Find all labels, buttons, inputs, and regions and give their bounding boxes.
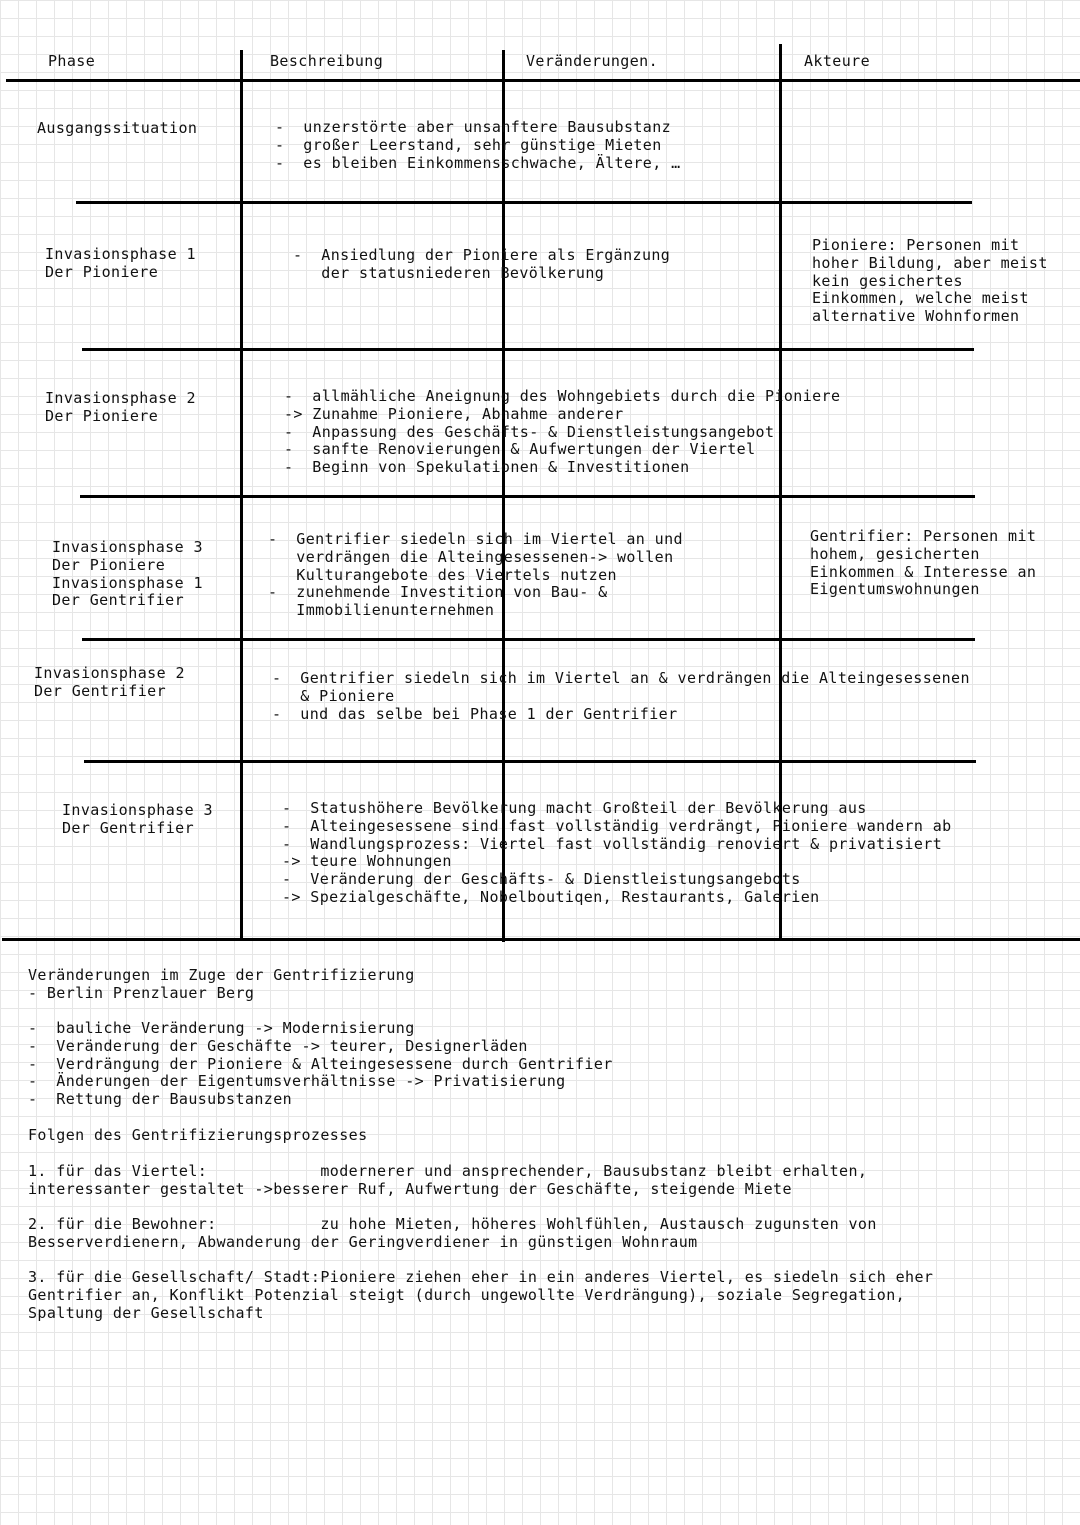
row-actors: Gentrifier: Personen mit hohem, gesicherten Einkommen & Interesse an Eigentumswohnungen xyxy=(810,527,1037,599)
column-divider-line xyxy=(240,50,243,940)
table-bottom-line xyxy=(2,938,1080,941)
section-title-consequences: Folgen des Gentrifizierungsprozesses xyxy=(28,1126,368,1144)
row-phase: Invasionsphase 3 Der Gentrifier xyxy=(62,801,213,837)
row-phase: Invasionsphase 3 Der Pioniere Invasionsphase 1 Der Gentrifier xyxy=(52,538,203,610)
consequence-item: 2. für die Bewohner: zu hohe Mieten, höheres Wohlfühlen, Austausch zugunsten von Besserverdienern, Abwanderung der Geringverdiener in günstigen Wohnraum xyxy=(28,1215,877,1251)
changes-list: - bauliche Veränderung -> Modernisierung - Veränderung der Geschäfte -> teurer, Designerläden - Verdrängung der Pioniere & Alteingesessene durch Gentrifier - Änderungen der Eigentumsverhältnisse -> Privatisierung - Rettung der Bausubstanzen xyxy=(28,1019,613,1109)
row-description: - Gentrifier siedeln sich im Viertel an und verdrängen die Alteingesessenen-> wollen Kulturangebote des Viertels nutzen - zunehmende Investition von Bau- & Immobilienunternehmen xyxy=(268,530,683,620)
row-description: - Gentrifier siedeln sich im Viertel an & verdrängen die Alteingesessenen & Pioniere - und das selbe bei Phase 1 der Gentrifier xyxy=(272,669,970,723)
header-veraenderungen: Veränderungen. xyxy=(526,52,659,70)
row-divider-line xyxy=(76,201,972,204)
row-actors: Pioniere: Personen mit hoher Bildung, aber meist kein gesichertes Einkommen, welche meist alternative Wohnformen xyxy=(812,236,1048,326)
header-akteure: Akteure xyxy=(804,52,871,70)
row-description: - Statushöhere Bevölkerung macht Großteil der Bevölkerung aus - Alteingesessene sind fast vollständig verdrängt, Pioniere wandern ab - Wandlungsprozess: Viertel fast vollständig renoviert & privatisiert -> teure Wohnungen - Veränderung der Geschäfts- & Dienstleistungsangebots -> Spezialgeschäfte, Nobelboutiqen, Restaurants, Galerien xyxy=(282,799,952,906)
row-phase: Invasionsphase 1 Der Pioniere xyxy=(45,245,196,281)
header-beschreibung: Beschreibung xyxy=(270,52,384,70)
consequence-item: 3. für die Gesellschaft/ Stadt:Pioniere ziehen eher in ein anderes Viertel, es siedeln sich eher Gentrifier an, Konflikt Potenzial steigt (durch ungewollte Verdrängung), soziale Segregation, Spaltung der Gesellschaft xyxy=(28,1268,934,1322)
row-phase: Ausgangssituation xyxy=(37,119,198,137)
row-divider-line xyxy=(82,348,974,351)
row-phase: Invasionsphase 2 Der Gentrifier xyxy=(34,664,185,700)
section-title-changes: Veränderungen im Zuge der Gentrifizierung - Berlin Prenzlauer Berg xyxy=(28,966,415,1002)
header-phase: Phase xyxy=(48,52,96,70)
row-divider-line xyxy=(84,760,976,763)
row-divider-line xyxy=(80,495,975,498)
row-divider-line xyxy=(82,638,975,641)
consequence-item: 1. für das Viertel: modernerer und ansprechender, Bausubstanz bleibt erhalten, interessanter gestaltet ->besserer Ruf, Aufwertung der Geschäfte, steigende Miete xyxy=(28,1162,868,1198)
row-description: - Ansiedlung der Pioniere als Ergänzung der statusniederen Bevölkerung xyxy=(293,246,671,282)
header-divider-line xyxy=(6,79,1080,82)
row-description: - allmähliche Aneignung des Wohngebiets durch die Pioniere -> Zunahme Pioniere, Abnahme anderer - Anpassung des Geschäfts- & Dienstleistungsangebot - sanfte Renovierungen & Aufwertungen der Viertel - Beginn von Spekulationen & Investitionen xyxy=(284,387,841,477)
row-description: - unzerstörte aber unsanftere Bausubstanz - großer Leerstand, sehr günstige Mieten - es bleiben Einkommensschwache, Ältere, … xyxy=(275,118,681,172)
row-phase: Invasionsphase 2 Der Pioniere xyxy=(45,389,196,425)
